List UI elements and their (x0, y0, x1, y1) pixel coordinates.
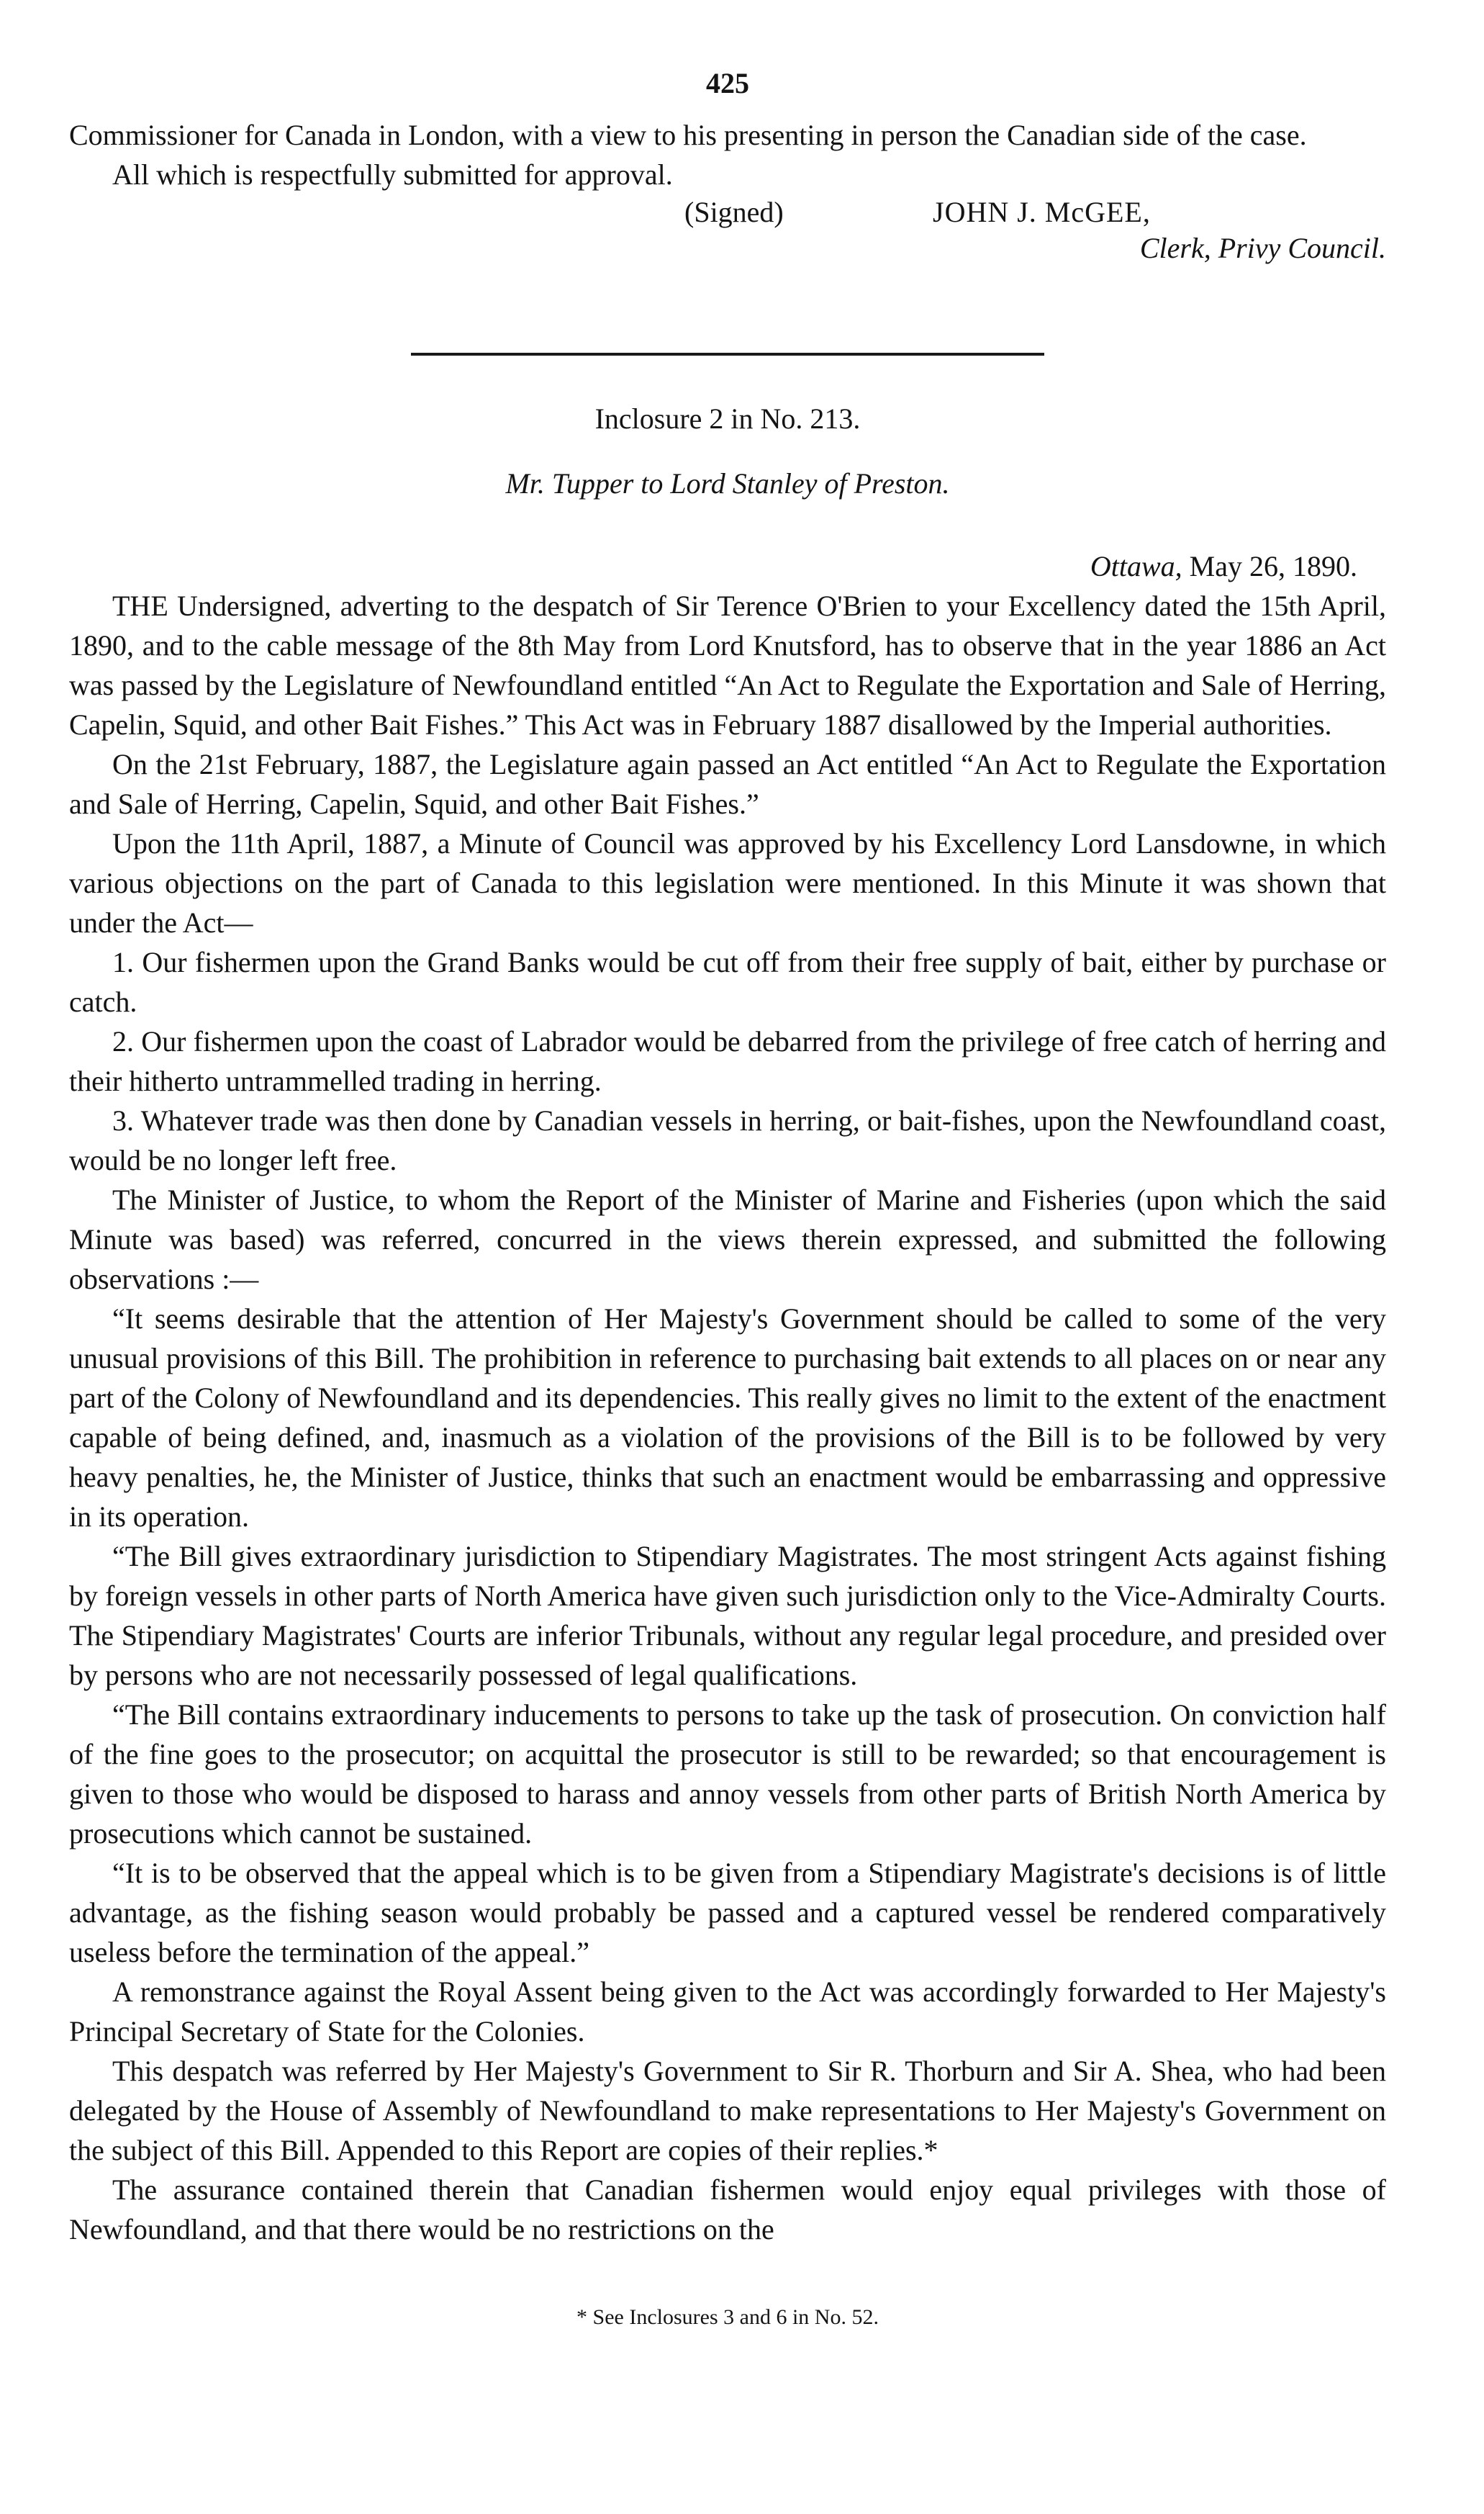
dateline (69, 546, 1386, 586)
page-number: 425 (706, 67, 749, 99)
dateline-place: Ottawa, (1090, 550, 1182, 582)
signed-label: (Signed) (684, 196, 784, 228)
quoted-paragraph: “The Bill contains extraordinary inducements to persons to take up the task of prosecution. On conviction half of the fine goes to the prosecutor; on acquittal the prosecutor is still to be rewarded; so that encouragement is given to those who would be disposed to harass and annoy vessels from other parts of British North America by prosecutions which cannot be sustained. (69, 1698, 1386, 1850)
footnote: * See Inclosures 3 and 6 in No. 52. (576, 2305, 879, 2329)
document-page (69, 66, 1386, 2332)
quoted-paragraph: “The Bill gives extraordinary jurisdiction to Stipendiary Magistrates. The most stringent Acts against fishing by foreign vessels in other parts of North America have given such jurisdiction only to the Vice-Admiralty Courts. The Stipendiary Magistrates' Courts are inferior Tribunals, without any regular legal procedure, and presided over by persons who are not necessarily possessed of legal qualifications. (69, 1540, 1386, 1691)
body-paragraph: Upon the 11th April, 1887, a Minute of Council was approved by his Excellency Lord Lansdowne, in which various objections on the part of Canada to this legislation were mentioned. In this Minute it was shown that under the Act— (69, 827, 1386, 939)
quoted-paragraph: “It is to be observed that the appeal which is to be given from a Stipendiary Magistrate's decisions is of little advantage, as the fishing season would probably be passed and a captured vessel be rendered comparatively useless before the termination of the appeal.” (69, 1857, 1386, 1968)
list-item: 3. Whatever trade was then done by Canadian vessels in herring, or bait-fishes, upon the Newfoundland coast, would be no longer left free. (69, 1104, 1386, 1176)
body-paragraph: THE Undersigned, adverting to the despatch of Sir Terence O'Brien to your Excellency dated the 15th April, 1890, and to the cable message of the 8th May from Lord Knutsford, has to observe that in the year 1886 an Act was passed by the Legislature of Newfoundland entitled “An Act to Regulate the Exportation and Sale of Herring, Capelin, Squid, and other Bait Fishes.” This Act was in February 1887 disallowed by the Imperial authorities. (69, 590, 1386, 741)
list-item: 2. Our fishermen upon the coast of Labrador would be debarred from the privilege of free catch of herring and their hitherto untrammelled trading in herring. (69, 1025, 1386, 1097)
inclosure-heading: Inclosure 2 in No. 213. (594, 402, 861, 435)
body-paragraph: A remonstrance against the Royal Assent being given to the Act was accordingly forwarded to Her Majesty's Principal Secretary of State for the Colonies. (69, 1975, 1386, 2047)
letter-heading: Mr. Tupper to Lord Stanley of Preston. (505, 467, 950, 500)
body-paragraph: The Minister of Justice, to whom the Report of the Minister of Marine and Fisheries (upon which the said Minute was based) was referred, concurred in the views therein expressed, and submitted the following observations :— (69, 1184, 1386, 1295)
quoted-paragraph: “It seems desirable that the attention of Her Majesty's Government should be called to some of the very unusual provisions of this Bill. The prohibition in reference to purchasing bait extends to all places on or near any part of the Colony of Newfoundland and its dependencies. This really gives no limit to the extent of the enactment capable of being defined, and, inasmuch as a violation of the provisions of the Bill is to be followed by very heavy penalties, he, the Minister of Justice, thinks that such an enactment would be embarrassing and oppressive in its operation. (69, 1302, 1386, 1533)
signature-block (69, 194, 1386, 302)
body-paragraph: This despatch was referred by Her Majesty's Government to Sir R. Thorburn and Sir A. Shea, who had been delegated by the House of Assembly of Newfoundland to make representations to Her Majesty's Government on the subject of this Bill. Appended to this Report are copies of their replies.* (69, 2055, 1386, 2166)
list-item: 1. Our fishermen upon the Grand Banks would be cut off from their free supply of bait, either by purchase or catch. (69, 946, 1386, 1018)
body-paragraph: The assurance contained therein that Canadian fishermen would enjoy equal privileges with those of Newfoundland, and that there would be no restrictions on the (69, 2173, 1386, 2245)
body-paragraph: On the 21st February, 1887, the Legislature again passed an Act entitled “An Act to Regulate the Exportation and Sale of Herring, Capelin, Squid, and other Bait Fishes.” (69, 748, 1386, 820)
intro-paragraph: Commissioner for Canada in London, with a view to his presenting in person the Canadian side of the case. (69, 119, 1307, 151)
signatory-name: JOHN J. McGEE, (933, 196, 1151, 228)
section-divider (411, 353, 1044, 356)
intro-paragraph: All which is respectfully submitted for approval. (112, 158, 673, 191)
dateline-date: May 26, 1890. (1189, 550, 1357, 582)
signatory-title: Clerk, Privy Council. (1139, 232, 1386, 264)
